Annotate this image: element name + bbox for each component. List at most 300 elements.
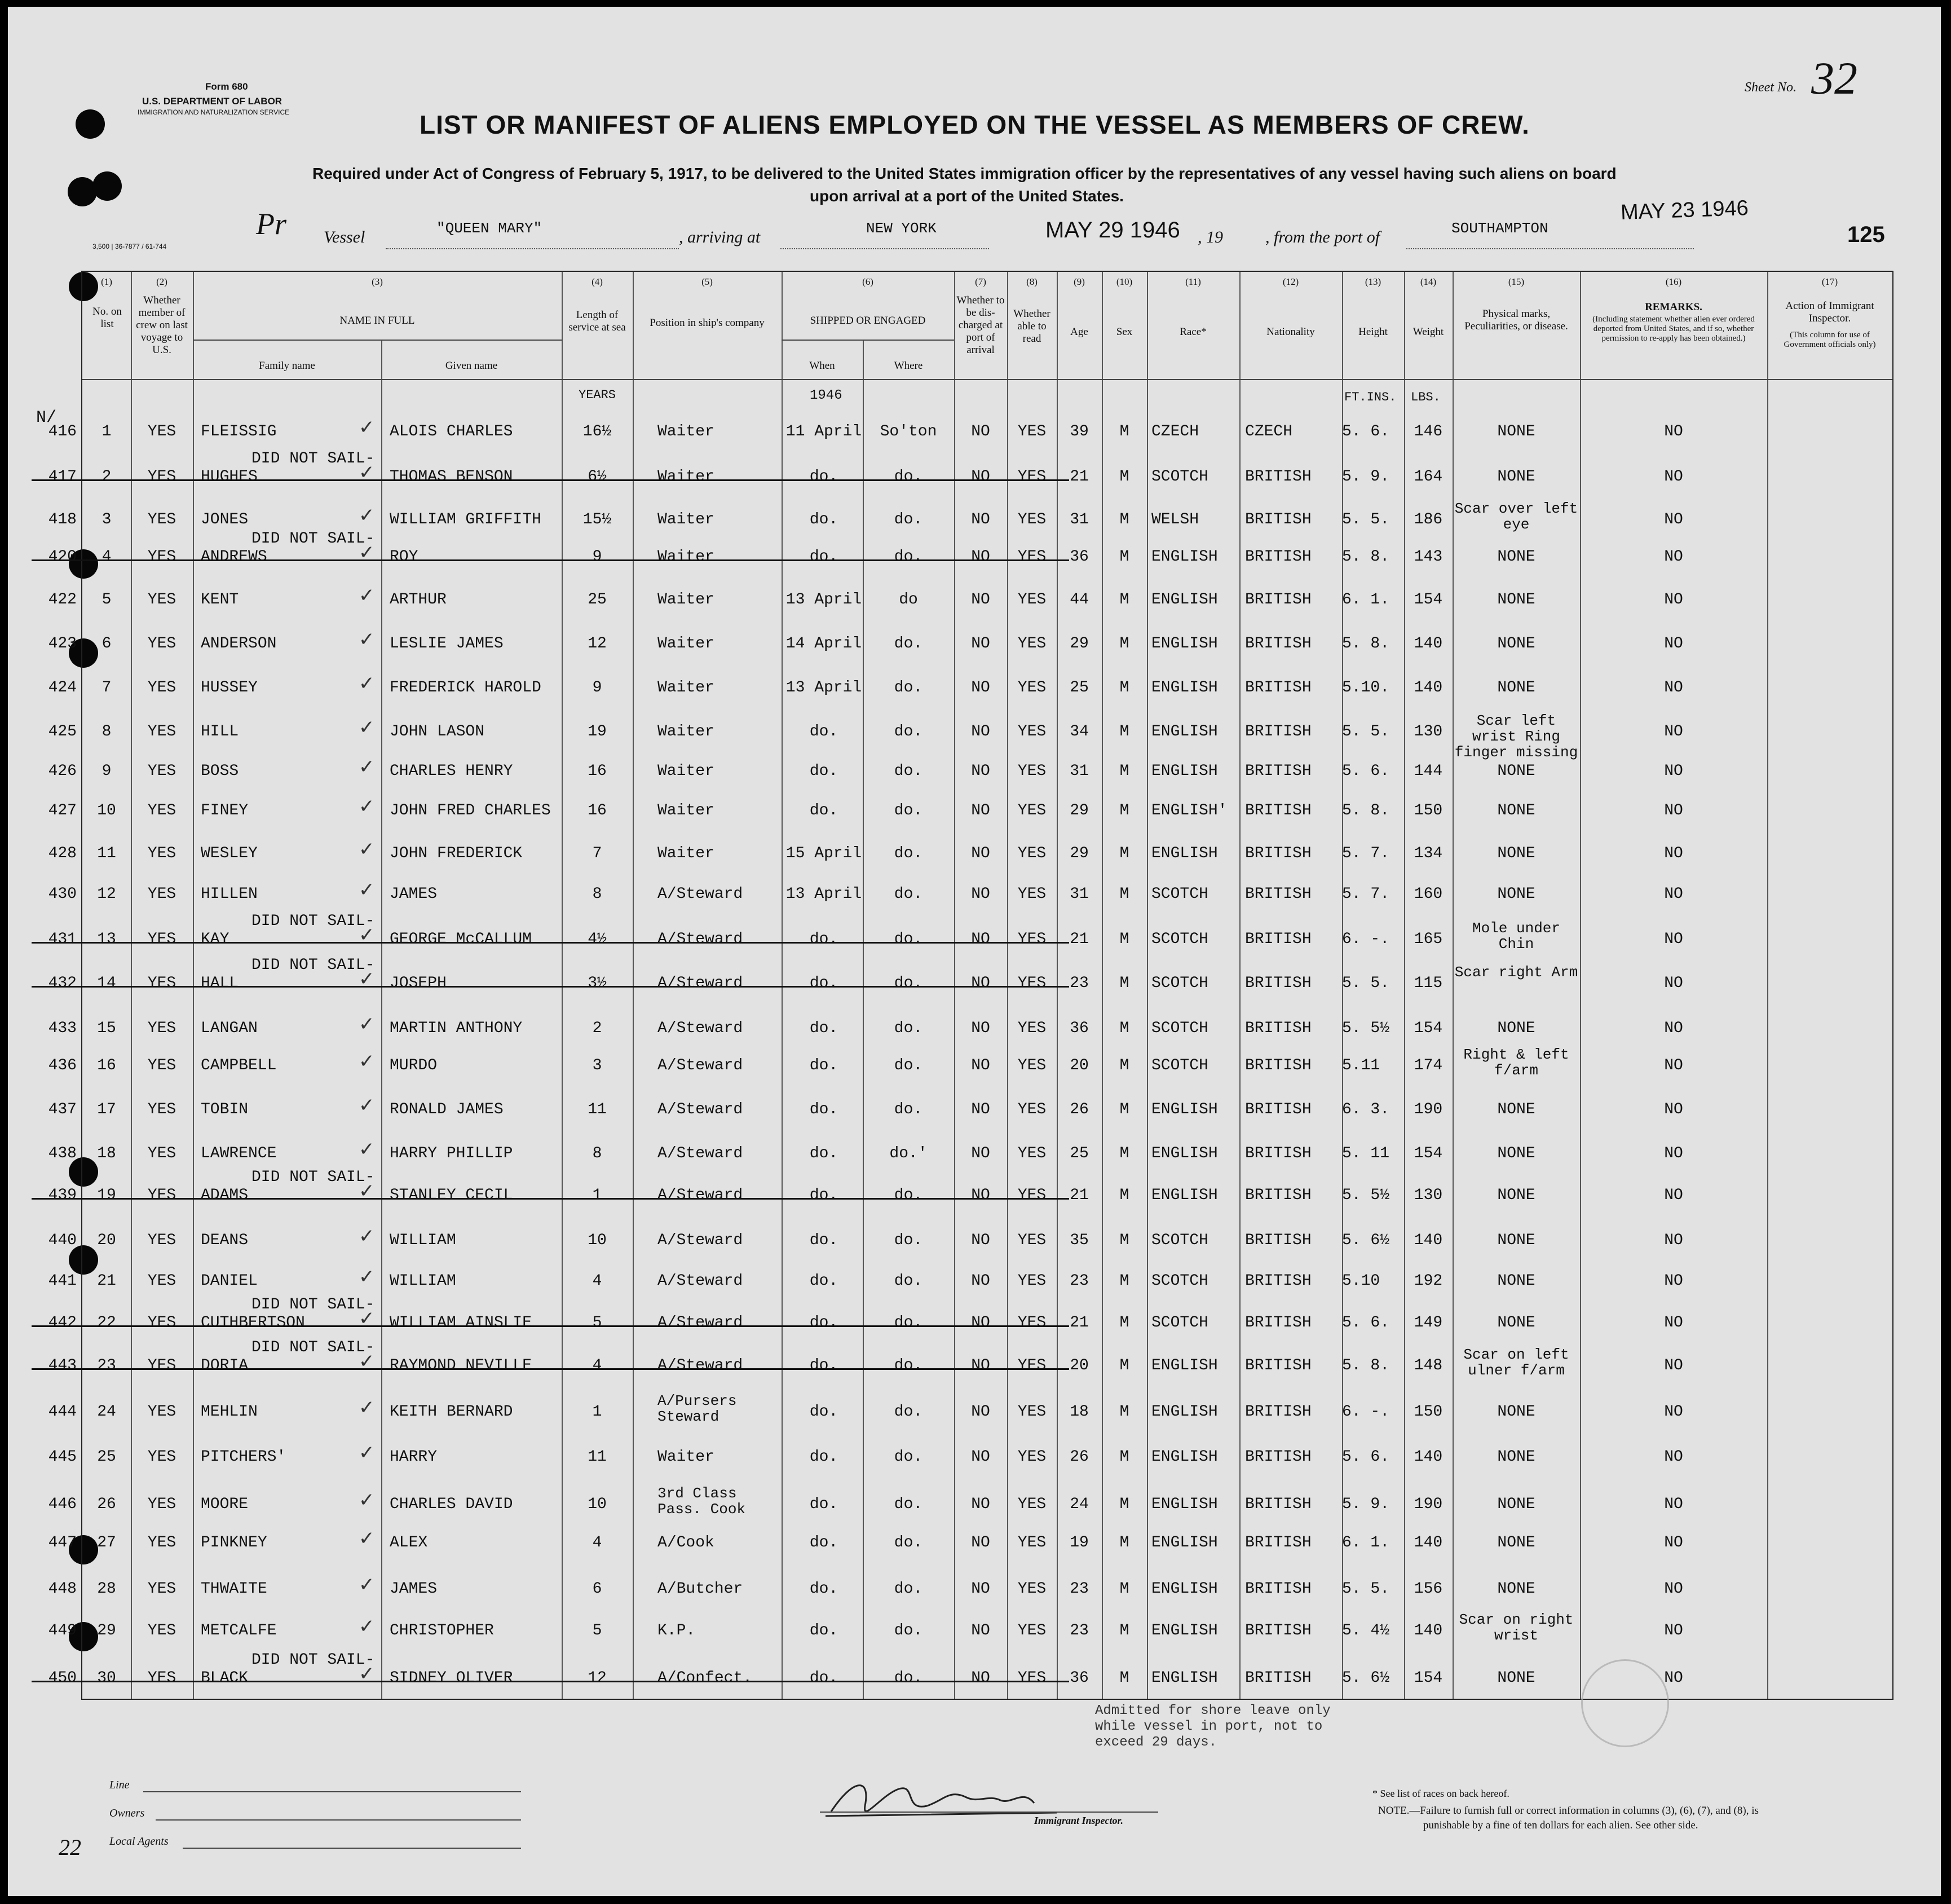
col-num-7: (7) [975, 276, 986, 287]
row-age: 20 [1070, 1057, 1089, 1074]
row-sex: M [1119, 423, 1129, 440]
row-height: 5. 5. [1342, 723, 1390, 741]
row-remarks: NO [1664, 1357, 1683, 1374]
row-given-name: LESLIE JAMES [390, 635, 504, 653]
row-service: 5 [592, 1314, 602, 1332]
row-position: A/Steward [657, 1187, 743, 1204]
table-row [48, 1527, 1892, 1557]
row-discharged: NO [971, 1496, 990, 1513]
row-nationality: BRITISH [1245, 591, 1312, 609]
row-nationality: BRITISH [1245, 1145, 1312, 1162]
row-no: 2 [101, 468, 112, 486]
row-service: 3 [592, 1057, 602, 1074]
row-marks: Scar right Arm [1454, 964, 1578, 981]
row-no: 13 [97, 931, 116, 948]
head-position: Position in ship's company [650, 317, 765, 329]
row-discharged: NO [971, 635, 990, 653]
row-ref-number: 427 [48, 802, 77, 819]
row-position: Waiter [657, 1448, 714, 1466]
row-ref-number: 426 [48, 763, 77, 780]
row-no: 17 [97, 1101, 116, 1118]
col-num-6: (6) [862, 276, 873, 287]
check-mark-icon: ✓ [359, 504, 375, 527]
row-service: 6½ [588, 468, 607, 486]
row-marks: NONE [1497, 1669, 1535, 1687]
check-mark-icon: ✓ [359, 672, 375, 695]
row-weight: 140 [1414, 1448, 1443, 1466]
row-member: YES [147, 468, 176, 486]
row-given-name: FREDERICK HAROLD [390, 679, 541, 697]
row-marks: NONE [1497, 1448, 1535, 1466]
col-num-8: (8) [1026, 276, 1038, 287]
check-mark-icon: ✓ [359, 756, 375, 778]
row-member: YES [147, 1057, 176, 1074]
row-service: 4 [592, 1357, 602, 1374]
row-where: do. [894, 468, 923, 486]
check-mark-icon: ✓ [359, 1138, 375, 1161]
table-row [48, 712, 1892, 761]
row-marks: NONE [1497, 1020, 1535, 1037]
row-discharged: NO [971, 1145, 990, 1162]
row-when: do. [809, 1272, 838, 1290]
row-age: 29 [1070, 635, 1089, 653]
row-where: do. [894, 1580, 923, 1598]
head-name-in-full: NAME IN FULL [339, 315, 415, 327]
row-ref-number: 422 [48, 591, 77, 609]
row-no: 16 [97, 1057, 116, 1074]
row-sex: M [1119, 1314, 1129, 1332]
row-discharged: NO [971, 1101, 990, 1118]
row-given-name: ALOIS CHARLES [390, 423, 513, 440]
departure-port: SOUTHAMPTON [1451, 220, 1548, 237]
table-row [48, 1266, 1892, 1295]
row-nationality: BRITISH [1245, 511, 1312, 528]
row-sex: M [1119, 511, 1129, 528]
row-marks: NONE [1497, 468, 1535, 486]
row-service: 25 [588, 591, 607, 609]
row-ref-number: 425 [48, 723, 77, 741]
strike-through-line [32, 986, 1069, 988]
table-row [48, 1574, 1892, 1603]
row-race: WELSH [1151, 511, 1199, 528]
row-remarks: NO [1664, 679, 1683, 697]
row-given-name: STANLEY CECIL [390, 1187, 513, 1204]
row-when: do. [809, 1534, 838, 1552]
row-no: 23 [97, 1357, 116, 1374]
head-discharged: Whether to be dis-charged at port of arrival [956, 294, 1005, 356]
row-height: 5.10 [1342, 1272, 1380, 1290]
row-member: YES [147, 591, 176, 609]
row-marks: Mole under Chin [1472, 920, 1561, 953]
row-race: ENGLISH [1151, 591, 1218, 609]
head-height: Height [1358, 326, 1388, 338]
row-read: YES [1017, 1448, 1047, 1466]
head-age: Age [1070, 326, 1088, 338]
row-discharged: NO [971, 1232, 990, 1249]
row-marks: NONE [1497, 845, 1535, 862]
row-marks: NONE [1497, 763, 1535, 780]
row-when: do. [809, 1357, 838, 1374]
row-age: 21 [1070, 931, 1089, 948]
row-when: do. [809, 548, 838, 566]
row-service: 3½ [588, 975, 607, 992]
manifest-number: 125 [1847, 222, 1885, 247]
row-sex: M [1119, 635, 1129, 653]
table-row [48, 756, 1892, 785]
check-mark-icon: ✓ [359, 1527, 375, 1550]
head-nationality: Nationality [1266, 326, 1315, 338]
row-where: do. [894, 1403, 923, 1421]
row-where: do. [894, 1534, 923, 1552]
row-nationality: BRITISH [1245, 679, 1312, 697]
row-family-name: PITCHERS' [201, 1448, 286, 1466]
row-age: 21 [1070, 1187, 1089, 1204]
row-remarks: NO [1664, 1580, 1683, 1598]
row-position: A/Cook [657, 1534, 714, 1552]
row-member: YES [147, 1272, 176, 1290]
row-ref-number: 424 [48, 679, 77, 697]
check-mark-icon: ✓ [359, 1574, 375, 1596]
row-marks: NONE [1497, 1101, 1535, 1118]
row-discharged: NO [971, 1314, 990, 1332]
row-sex: M [1119, 1145, 1129, 1162]
strike-through-line [32, 1198, 1069, 1200]
row-sex: M [1119, 1272, 1129, 1290]
year-label: , 19 [1198, 228, 1223, 246]
row-race: ENGLISH [1151, 845, 1218, 862]
row-nationality: BRITISH [1245, 1314, 1312, 1332]
row-age: 31 [1070, 511, 1089, 528]
row-discharged: NO [971, 1020, 990, 1037]
row-family-name: METCALFE [201, 1622, 277, 1639]
row-no: 21 [97, 1272, 116, 1290]
table-row [48, 838, 1892, 867]
row-remarks: NO [1664, 1232, 1683, 1249]
row-read: YES [1017, 423, 1047, 440]
row-read: YES [1017, 1534, 1047, 1552]
row-sex: M [1119, 1101, 1129, 1118]
port-underline [780, 248, 989, 249]
row-position: A/Steward [657, 1357, 743, 1374]
row-position: A/Butcher [657, 1580, 743, 1598]
row-sex: M [1119, 975, 1129, 992]
row-member: YES [147, 1314, 176, 1332]
row-remarks: NO [1664, 1669, 1683, 1687]
page-mark: 22 [59, 1835, 81, 1860]
col-num-12: (12) [1282, 276, 1299, 287]
row-read: YES [1017, 1145, 1047, 1162]
row-discharged: NO [971, 1272, 990, 1290]
row-ref-number: 431 [48, 931, 77, 948]
row-given-name: JOHN FREDERICK [390, 845, 523, 862]
table-row [48, 913, 1892, 953]
did-not-sail-note: DID NOT SAIL- [251, 957, 375, 974]
row-remarks: NO [1664, 591, 1683, 609]
row-family-name: BLACK [201, 1669, 249, 1687]
row-given-name: ALEX [390, 1534, 428, 1552]
manifest-title: LIST OR MANIFEST OF ALIENS EMPLOYED ON THE VESSEL AS MEMBERS OF CREW. [420, 110, 1530, 139]
row-family-name: CAMPBELL [201, 1057, 277, 1074]
arrival-port: NEW YORK [866, 220, 937, 237]
row-weight: 186 [1414, 511, 1443, 528]
head-shipped: SHIPPED OR ENGAGED [810, 315, 926, 327]
head-weight: Weight [1413, 326, 1444, 338]
table-row [48, 1296, 1892, 1337]
row-family-name: DANIEL [201, 1272, 258, 1290]
row-race: ENGLISH [1151, 1403, 1218, 1421]
vessel-underline [386, 248, 679, 249]
row-ref-number: 449 [48, 1622, 77, 1639]
row-discharged: NO [971, 763, 990, 780]
row-read: YES [1017, 1272, 1047, 1290]
row-age: 23 [1070, 1580, 1089, 1598]
row-sex: M [1119, 931, 1129, 948]
row-member: YES [147, 1145, 176, 1162]
row-when: do. [809, 1622, 838, 1639]
row-remarks: NO [1664, 1272, 1683, 1290]
footer-line-label: Line [109, 1779, 130, 1791]
row-family-name: KAY [201, 931, 229, 948]
row-remarks: NO [1664, 763, 1683, 780]
row-nationality: BRITISH [1245, 1669, 1312, 1687]
check-mark-icon: ✓ [359, 795, 375, 818]
sheet-number: 32 [1811, 52, 1857, 104]
row-sex: M [1119, 723, 1129, 741]
departure-date-stamp: MAY 23 1946 [1620, 196, 1749, 224]
row-marks: Scar left wrist Ring finger missing [1454, 712, 1578, 761]
inspector-label: Immigrant Inspector. [1034, 1815, 1124, 1826]
row-weight: 160 [1414, 885, 1443, 903]
row-race: ENGLISH' [1151, 802, 1228, 819]
row-ref-number: 438 [48, 1145, 77, 1162]
row-when: do. [809, 1496, 838, 1513]
check-mark-icon: ✓ [359, 1663, 375, 1685]
row-when: do. [809, 1448, 838, 1466]
check-mark-icon: ✓ [359, 968, 375, 990]
row-discharged: NO [971, 1187, 990, 1204]
col-num-10: (10) [1116, 276, 1133, 287]
row-remarks: NO [1664, 1101, 1683, 1118]
row-no: 29 [97, 1622, 116, 1639]
row-sex: M [1119, 885, 1129, 903]
row-position: Waiter [657, 591, 714, 609]
row-age: 21 [1070, 468, 1089, 486]
row-weight: 164 [1414, 468, 1443, 486]
row-nationality: BRITISH [1245, 1101, 1312, 1118]
row-where: do. [894, 1314, 923, 1332]
row-remarks: NO [1664, 845, 1683, 862]
row-member: YES [147, 1580, 176, 1598]
row-family-name: TOBIN [201, 1101, 249, 1118]
row-discharged: NO [971, 975, 990, 992]
row-height: 5. 9. [1342, 468, 1390, 486]
row-nationality: BRITISH [1245, 975, 1312, 992]
row-family-name: LANGAN [201, 1020, 258, 1037]
strike-through-line [32, 1368, 1069, 1370]
footer-line-rule [143, 1791, 521, 1792]
row-where: do. [894, 1232, 923, 1249]
row-discharged: NO [971, 723, 990, 741]
row-weight: 154 [1414, 1669, 1443, 1687]
row-read: YES [1017, 679, 1047, 697]
row-given-name: WILLIAM [390, 1232, 456, 1249]
row-no: 11 [97, 845, 116, 862]
strike-through-line [32, 942, 1069, 944]
head-marks: Physical marks, Peculiarities, or disease. [1464, 308, 1568, 332]
units-ft-ins: FT.INS. [1344, 390, 1397, 404]
row-discharged: NO [971, 1057, 990, 1074]
row-sex: M [1119, 802, 1129, 819]
row-height: 5. 7. [1342, 885, 1390, 903]
row-marks: NONE [1497, 1314, 1535, 1332]
row-race: ENGLISH [1151, 1622, 1218, 1639]
row-nationality: BRITISH [1245, 802, 1312, 819]
check-mark-icon: ✓ [359, 584, 375, 607]
row-member: YES [147, 635, 176, 653]
row-nationality: BRITISH [1245, 1534, 1312, 1552]
row-nationality: BRITISH [1245, 931, 1312, 948]
row-given-name: ROY [390, 548, 418, 566]
row-family-name: THWAITE [201, 1580, 267, 1598]
row-height: 5. 8. [1342, 635, 1390, 653]
row-height: 5. 6. [1342, 763, 1390, 780]
row-when: 13 April [785, 679, 862, 697]
row-race: SCOTCH [1151, 975, 1208, 992]
row-where: do. [894, 1187, 923, 1204]
did-not-sail-note: DID NOT SAIL- [251, 913, 375, 930]
row-marks: NONE [1497, 885, 1535, 903]
row-ref-number: 436 [48, 1057, 77, 1074]
row-weight: 140 [1414, 679, 1443, 697]
row-no: 26 [97, 1496, 116, 1513]
check-mark-icon: ✓ [359, 838, 375, 861]
row-service: 10 [588, 1232, 607, 1249]
row-nationality: BRITISH [1245, 1232, 1312, 1249]
row-sex: M [1119, 1020, 1129, 1037]
row-weight: 150 [1414, 802, 1443, 819]
row-service: 19 [588, 723, 607, 741]
strike-through-line [32, 1681, 1069, 1682]
row-service: 15½ [582, 511, 612, 528]
row-given-name: KEITH BERNARD [390, 1403, 513, 1421]
table-row [48, 1339, 1892, 1379]
row-service: 12 [588, 1669, 607, 1687]
row-no: 3 [101, 511, 112, 528]
row-marks: NONE [1497, 1272, 1535, 1290]
row-discharged: NO [971, 591, 990, 609]
row-discharged: NO [971, 1534, 990, 1552]
row-when: do. [809, 1101, 838, 1118]
row-service: 16 [588, 763, 607, 780]
row-read: YES [1017, 763, 1047, 780]
row-nationality: BRITISH [1245, 1272, 1312, 1290]
row-member: YES [147, 423, 176, 440]
row-where: do. [894, 763, 923, 780]
row-weight: 144 [1414, 763, 1443, 780]
row-position: A/Steward [657, 1057, 743, 1074]
row-remarks: NO [1664, 1496, 1683, 1513]
row-race: SCOTCH [1151, 468, 1208, 486]
row-marks: NONE [1497, 423, 1535, 440]
row-race: SCOTCH [1151, 1057, 1208, 1074]
row-read: YES [1017, 591, 1047, 609]
row-height: 5. 8. [1342, 548, 1390, 566]
row-height: 5. 6. [1342, 423, 1390, 440]
row-ref-number: 439 [48, 1187, 77, 1204]
row-given-name: MARTIN ANTHONY [390, 1020, 523, 1037]
row-position: Waiter [657, 845, 714, 862]
row-ref-number: 441 [48, 1272, 77, 1290]
row-when: 15 April [785, 845, 862, 862]
row-weight: 146 [1414, 423, 1443, 440]
row-discharged: NO [971, 679, 990, 697]
row-position: Waiter [657, 511, 714, 528]
row-weight: 174 [1414, 1057, 1443, 1074]
row-marks: NONE [1497, 802, 1535, 819]
row-weight: 130 [1414, 723, 1443, 741]
row-read: YES [1017, 1314, 1047, 1332]
row-when: do. [809, 1232, 838, 1249]
row-family-name: DEANS [201, 1232, 249, 1249]
head-where: Where [894, 360, 923, 372]
row-nationality: BRITISH [1245, 723, 1312, 741]
row-height: 5. 6½ [1342, 1232, 1390, 1249]
table-row [48, 1442, 1892, 1471]
footer-owners-label: Owners [109, 1807, 145, 1819]
row-when: do. [809, 723, 838, 741]
row-remarks: NO [1664, 423, 1683, 440]
row-discharged: NO [971, 468, 990, 486]
row-remarks: NO [1664, 1187, 1683, 1204]
row-given-name: CHARLES HENRY [390, 763, 513, 780]
table-row [48, 1169, 1892, 1209]
col-num-2: (2) [156, 276, 167, 287]
row-race: SCOTCH [1151, 931, 1208, 948]
shore-leave-line: exceed 29 days. [1095, 1735, 1217, 1750]
row-given-name: JOHN FRED CHARLES [390, 802, 551, 819]
row-member: YES [147, 1020, 176, 1037]
row-where: do. [894, 1622, 923, 1639]
row-position: A/Steward [657, 1272, 743, 1290]
row-member: YES [147, 763, 176, 780]
row-where: do. [894, 635, 923, 653]
row-member: YES [147, 1357, 176, 1374]
row-race: ENGLISH [1151, 1448, 1218, 1466]
table-row [48, 628, 1892, 658]
row-given-name: JAMES [390, 885, 438, 903]
row-member: YES [147, 1403, 176, 1421]
row-no: 4 [101, 548, 112, 566]
row-service: 12 [588, 635, 607, 653]
row-family-name: HUGHES [201, 468, 258, 486]
row-where: do. [894, 1496, 923, 1513]
row-member: YES [147, 885, 176, 903]
row-sex: M [1119, 1057, 1129, 1074]
row-discharged: NO [971, 845, 990, 862]
row-position: Waiter [657, 763, 714, 780]
row-weight: 190 [1414, 1101, 1443, 1118]
inspector-initial: Pr [256, 207, 286, 241]
check-mark-icon: ✓ [359, 1094, 375, 1117]
shore-leave-note [1095, 1703, 1411, 1751]
strike-through-line [32, 1325, 1069, 1327]
row-family-name: BOSS [201, 763, 239, 780]
shore-leave-line: Admitted for shore leave only [1095, 1703, 1331, 1718]
row-where: do. [894, 975, 923, 992]
row-service: 16 [588, 802, 607, 819]
row-service: 4 [592, 1534, 602, 1552]
row-sex: M [1119, 1669, 1129, 1687]
